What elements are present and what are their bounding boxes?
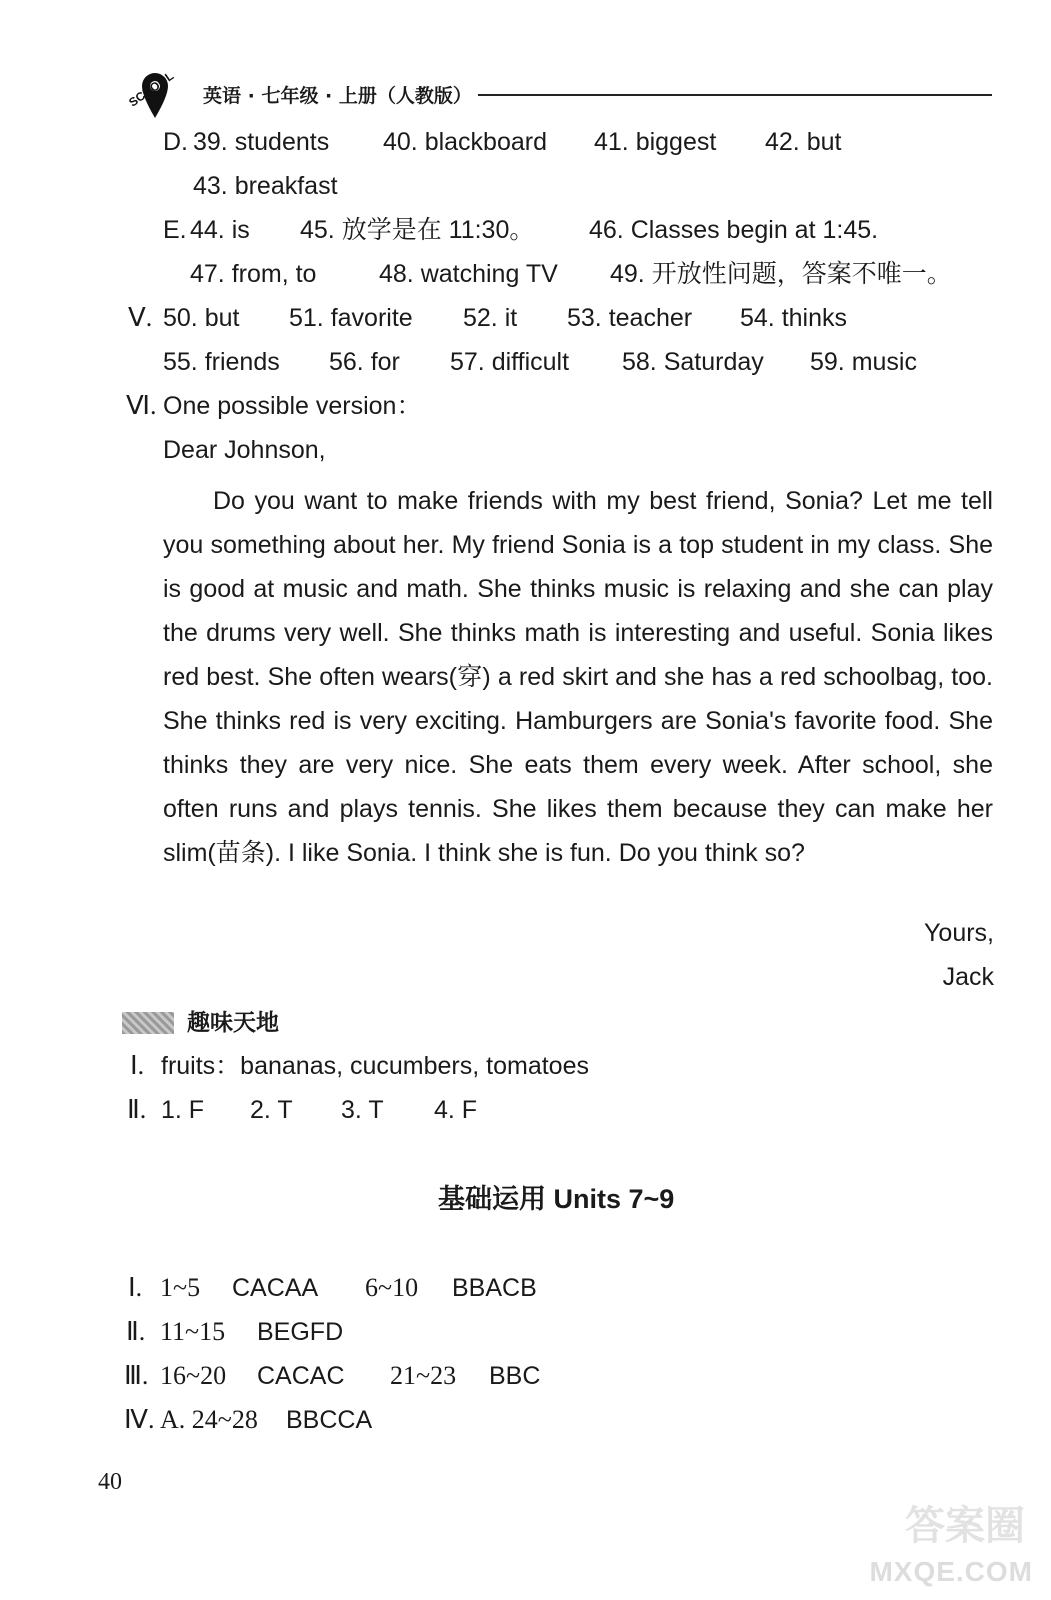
units-answer-6-10: BBACB [452,1274,537,1302]
answer-51: 51. favorite [289,304,413,332]
units-title: 基础运用 Units 7~9 [438,1184,675,1214]
units-label-11-15: 11~15 [160,1317,226,1346]
units-roman-iii: Ⅲ. [124,1361,149,1390]
answer-42: 42. but [765,128,842,156]
units-label-21-23: 21~23 [390,1361,457,1390]
roman-v: Ⅴ. [128,303,153,332]
fun-answer-1: 1. F [161,1096,205,1124]
answer-52: 52. it [463,304,518,332]
fun-roman-ii: Ⅱ. [127,1095,147,1124]
units-answer-11-15: BEGFD [257,1318,344,1346]
units-roman-i: Ⅰ. [128,1273,143,1302]
page-number: 40 [98,1469,122,1495]
watermark [858,1504,1043,1596]
letter-paragraph: Do you want to make friends with my best friend, Sonia? Let me tell you something about her. My friend Sonia is a top student in my class. She is good at music and math. She thinks music is relaxing and she can play the drums very well. She thinks math is interesting and useful. Sonia likes red best. She often wears(穿) a red skirt and she has a red schoolbag, too. She thinks red is very exciting. Hamburgers are Sonia's favorite food. She thinks they are very nice. She eats them every week. After school, she often runs and plays tennis. She likes them because they can make her slim(苗条). I like Sonia. I think she is fun. Do you think so? [163,487,993,867]
answer-54: 54. thinks [740,304,848,332]
fun-roman-i: Ⅰ. [130,1051,145,1080]
fun-answer-fruits: fruits：bananas, cucumbers, tomatoes [161,1052,589,1080]
units-roman-iv: Ⅳ. [124,1405,155,1434]
fun-section-title: 趣味天地 [187,1010,279,1036]
units-answer-24-28: BBCCA [286,1406,373,1434]
answer-49: 49. 开放性问题，答案不唯一。 [610,260,952,288]
units-answer-16-20: CACAC [257,1362,345,1390]
answer-50: 50. but [163,304,240,332]
answer-40: 40. blackboard [383,128,548,156]
fun-answer-2: 2. T [250,1096,293,1124]
d-prefix: D. [163,128,188,156]
units-answer-1-5: CACAA [232,1274,319,1302]
answer-55: 55. friends [163,348,280,376]
logo-text: SCHOOL [126,68,177,110]
answer-58: 58. Saturday [622,348,764,376]
units-answer-21-23: BBC [489,1362,541,1390]
header-divider [478,94,992,96]
watermark-logo: 答案圈 [905,1503,1025,1549]
units-label-16-20: 16~20 [160,1361,227,1390]
answer-41: 41. biggest [594,128,717,156]
watermark-url: MXQE.COM [869,1556,1033,1587]
answer-45: 45. 放学是在 11:30。 [300,216,535,244]
answer-39: 39. students [193,128,330,156]
answer-48: 48. watching TV [379,260,558,288]
letter-signature: Jack [942,963,994,991]
writing-intro: One possible version： [163,392,422,420]
answer-56: 56. for [329,348,400,376]
school-logo [118,64,192,126]
answer-44: 44. is [190,216,250,244]
units-label-24-28: A. 24~28 [160,1405,258,1434]
answer-53: 53. teacher [567,304,693,332]
roman-vi: Ⅵ. [126,391,157,420]
e-prefix: E. [163,216,187,244]
answer-57: 57. difficult [450,348,570,376]
units-label-6-10: 6~10 [365,1273,419,1302]
answer-46: 46. Classes begin at 1:45. [589,216,879,244]
fun-answer-4: 4. F [434,1096,478,1124]
fun-answer-3: 3. T [341,1096,384,1124]
answer-47: 47. from, to [190,260,317,288]
answer-59: 59. music [810,348,917,376]
units-label-1-5: 1~5 [160,1273,201,1302]
letter-body [163,479,993,875]
units-roman-ii: Ⅱ. [126,1317,146,1346]
letter-closing: Yours, [924,919,994,947]
book-title: 英语 · 七年级 · 上册（人教版） [203,85,472,107]
answer-43: 43. breakfast [193,172,338,200]
section-marker-icon [122,1012,174,1034]
letter-greeting: Dear Johnson, [163,436,326,464]
